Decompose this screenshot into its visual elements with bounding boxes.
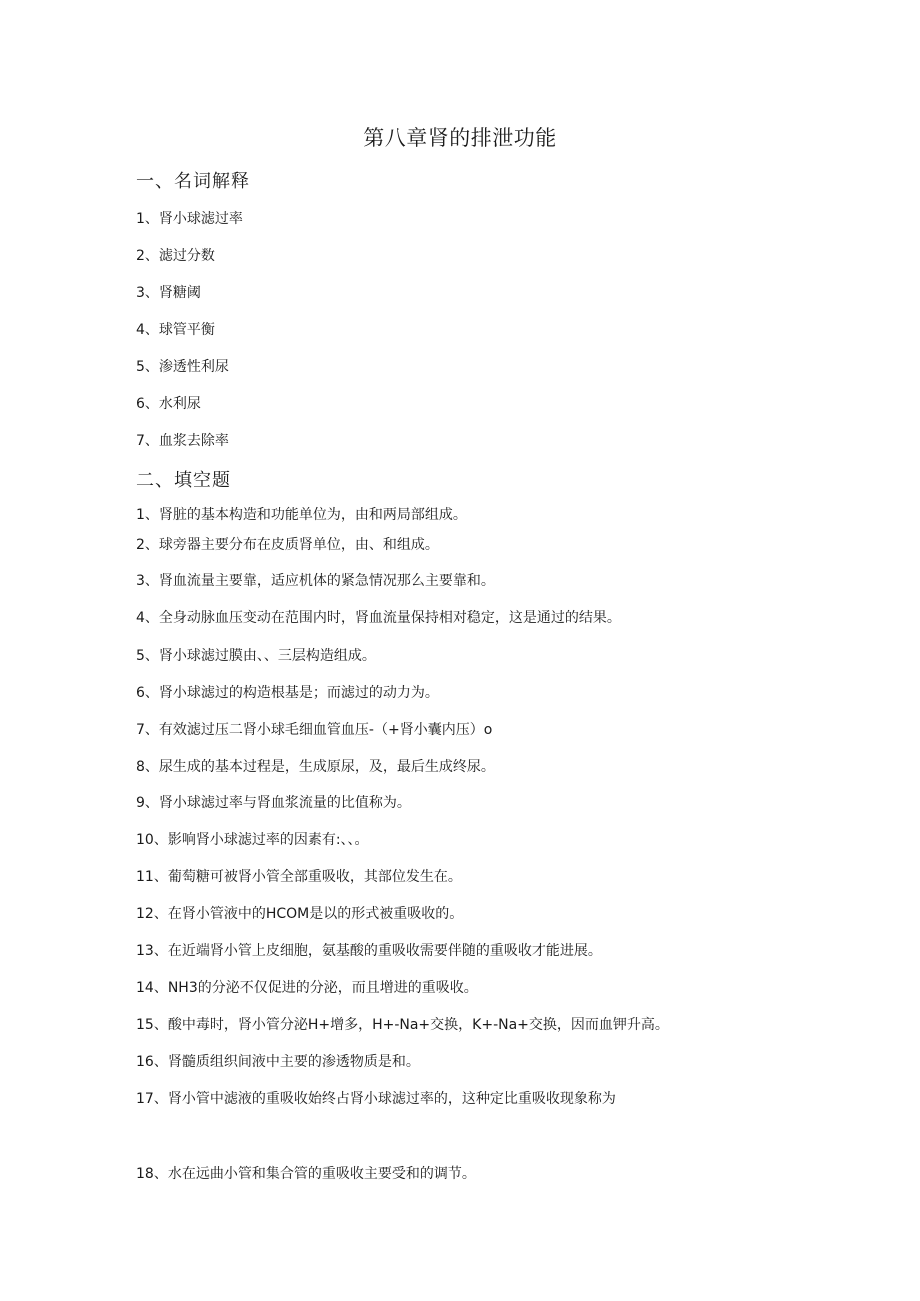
definition-item-5: 5、渗透性利尿 <box>136 359 229 375</box>
definition-item-7: 7、血浆去除率 <box>136 433 229 449</box>
definition-item-2: 2、滤过分数 <box>136 248 215 264</box>
fill-in-item-3: 3、肾血流量主要靠，适应机体的紧急情况那么主要靠和。 <box>136 573 495 589</box>
fill-in-item-14: 14、NH3的分泌不仅促进的分泌，而且增进的重吸收。 <box>136 980 478 996</box>
chapter-title: 第八章肾的排泄功能 <box>363 126 557 150</box>
fill-in-item-9: 9、肾小球滤过率与肾血浆流量的比值称为。 <box>136 795 411 811</box>
fill-in-item-17: 17、肾小管中滤液的重吸收始终占肾小球滤过率的，这种定比重吸收现象称为 <box>136 1091 616 1107</box>
fill-in-item-8: 8、尿生成的基本过程是，生成原尿，及，最后生成终尿。 <box>136 759 495 775</box>
fill-in-item-18: 18、水在远曲小管和集合管的重吸收主要受和的调节。 <box>136 1166 476 1182</box>
fill-in-item-11: 11、葡萄糖可被肾小管全部重吸收，其部位发生在。 <box>136 869 462 885</box>
definition-item-3: 3、肾糖阈 <box>136 285 201 301</box>
fill-in-item-12: 12、在肾小管液中的HCOM是以的形式被重吸收的。 <box>136 906 464 922</box>
section-heading-definitions: 一、名词解释 <box>136 171 250 192</box>
fill-in-item-2: 2、球旁器主要分布在皮质肾单位，由、和组成。 <box>136 537 439 553</box>
fill-in-item-10: 10、影响肾小球滤过率的因素有:、、。 <box>136 832 369 848</box>
fill-in-item-1: 1、肾脏的基本构造和功能单位为，由和两局部组成。 <box>136 507 467 523</box>
definition-item-1: 1、肾小球滤过率 <box>136 211 243 227</box>
fill-in-item-5: 5、肾小球滤过膜由、、三层构造组成。 <box>136 648 376 664</box>
fill-in-item-16: 16、肾髓质组织间液中主要的渗透物质是和。 <box>136 1054 420 1070</box>
section-heading-fill-in: 二、填空题 <box>136 470 231 491</box>
definition-item-6: 6、水利尿 <box>136 396 201 412</box>
fill-in-item-6: 6、肾小球滤过的构造根基是；而滤过的动力为。 <box>136 685 439 701</box>
fill-in-item-15: 15、酸中毒时，肾小管分泌H+增多，H+-Na+交换，K+-Na+交换，因而血钾升高。 <box>136 1017 669 1033</box>
definition-item-4: 4、球管平衡 <box>136 322 215 338</box>
fill-in-item-7: 7、有效滤过压二肾小球毛细血管血压-（+肾小囊内压）o <box>136 722 493 738</box>
fill-in-item-4: 4、全身动脉血压变动在范围内时，肾血流量保持相对稳定，这是通过的结果。 <box>136 610 621 626</box>
fill-in-item-13: 13、在近端肾小管上皮细胞，氨基酸的重吸收需要伴随的重吸收才能进展。 <box>136 943 602 959</box>
